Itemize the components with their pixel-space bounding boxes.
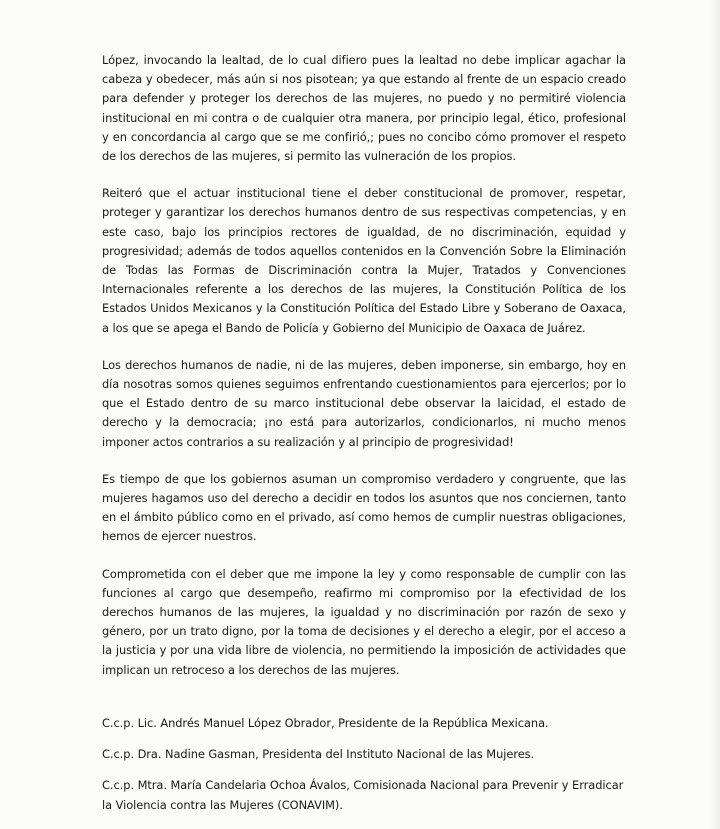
paragraph-human-rights: Los derechos humanos de nadie, ni de las mujeres, deben imponerse, sin embargo, hoy en día nosotras somos quienes seguimos enfrentando cuestionamientos para ejercerlos; por lo que el Estado dentro de su marco institucional debe observar la laicidad, el estado de derecho y la democracia; ¡no está para autorizarlos, condicionarlos, ni mucho menos imponer actos contrarios a su realización y al principio de progresividad! (102, 357, 626, 449)
carbon-copy-list (102, 714, 626, 815)
cc-line-inmujeres: C.c.p. Dra. Nadine Gasman, Presidenta del Instituto Nacional de las Mujeres. (102, 747, 535, 762)
paragraph-reaffirmation: Comprometida con el deber que me impone la ley y como responsable de cumplir con las funciones al cargo que desempeño, reafirmo mi compromiso por la efectividad de los derechos humanos de las mujeres, la igualdad y no discriminación por razón de sexo y género, por un trato digno, por la toma de decisiones y el derecho a elegir, por el acceso a la justicia y por una vida libre de violencia, no permitiendo la imposición de actividades que implican un retroceso a los derechos de las mujeres. (102, 566, 626, 677)
cc-line-president: C.c.p. Lic. Andrés Manuel López Obrador, Presidente de la República Mexicana. (102, 715, 549, 730)
paragraph-government-commitment: Es tiempo de que los gobiernos asuman un compromiso verdadero y congruente, que las mujeres hagamos uso del derecho a decidir en todos los asuntos que nos conciernen, tanto en el ámbito público como en el privado, así como hemos de cumplir nuestras obligaciones, hemos de ejercer nuestros. (102, 471, 626, 544)
letter-body (102, 51, 626, 680)
paragraph-loyalty: López, invocando la lealtad, de lo cual difiero pues la lealtad no debe implicar agachar la cabeza y obedecer, más aún si nos pisotean; ya que estando al frente de un espacio creado para defender y proteger los derechos de las mujeres, no puedo y no permitiré violencia institucional en mi contra o de cualquier otra manera, por principio legal, ético, profesional y en concordancia al cargo que se me confirió,; pues no concibo cómo promover el respeto de los derechos de las mujeres, si permito las vulneración de los propios. (102, 53, 626, 164)
paragraph-institutional-duty: Reiteró que el actuar institucional tiene el deber constitucional de promover, respetar, proteger y garantizar los derechos humanos dentro de sus respectivas competencias, y en este caso, bajo los principios rectores de igualdad, de no discriminación, equidad y progresividad; además de todos aquellos contenidos en la Convención Sobre la Eliminación de Todas las Formas de Discriminación contra la Mujer, Tratados y Convenciones Internacionales referente a los derechos de las mujeres, la Constitución Política de los Estados Unidos Mexicanos y la Constitución Política del Estado Libre y Soberano de Oaxaca, a los que se apega el Bando de Policía y Gobierno del Municipio de Oaxaca de Juárez. (102, 186, 626, 335)
cc-line-conavim: C.c.p. Mtra. María Candelaria Ochoa Ávalos, Comisionada Nacional para Prevenir y Erradicar la Violencia contra las Mujeres (CONAVIM). (102, 778, 624, 812)
